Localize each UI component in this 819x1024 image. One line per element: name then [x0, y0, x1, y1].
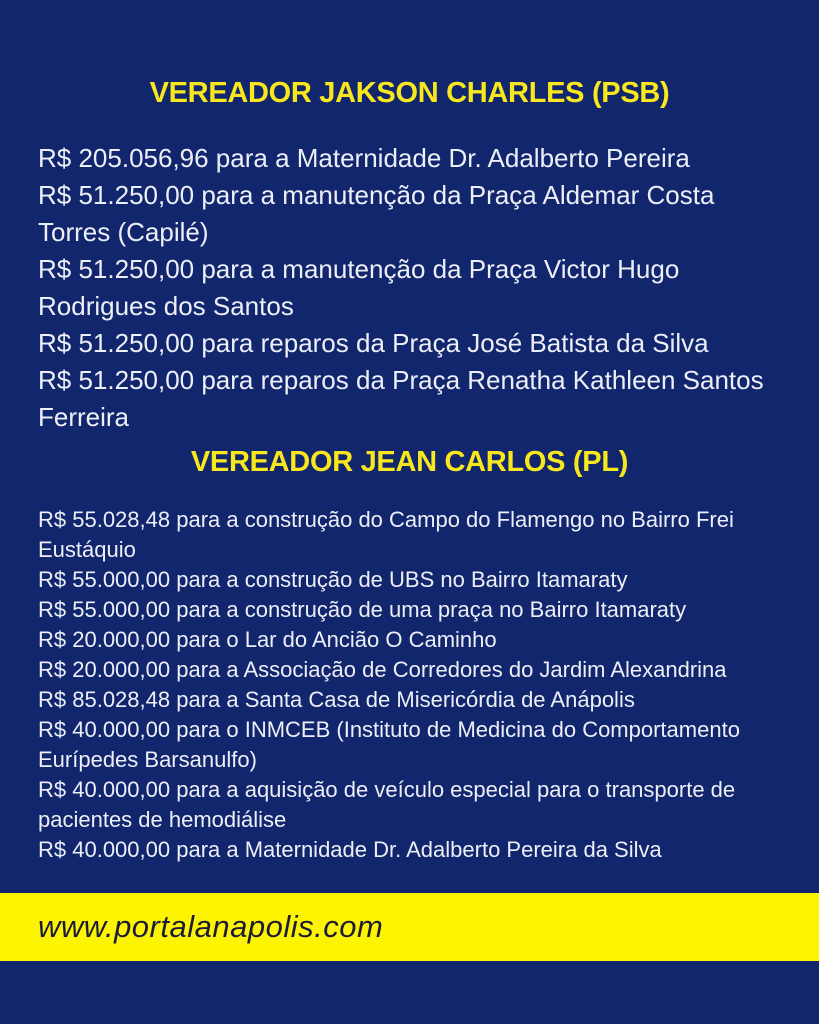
allocation-item: R$ 51.250,00 para reparos da Praça José Batista da Silva [38, 328, 709, 358]
allocation-item: R$ 40.000,00 para a Maternidade Dr. Adalberto Pereira da Silva [38, 837, 662, 862]
allocation-item: R$ 55.000,00 para a construção de uma praça no Bairro Itamaraty [38, 597, 687, 622]
section-title-jean-carlos: VEREADOR JEAN CARLOS (PL) [190, 446, 629, 478]
allocations-jean-carlos [38, 505, 783, 865]
website-url: www.portalanapolis.com [38, 909, 384, 944]
allocation-item: R$ 51.250,00 para a manutenção da Praça Aldemar Costa Torres (Capilé) [38, 180, 715, 247]
allocation-item: R$ 205.056,96 para a Maternidade Dr. Adalberto Pereira [38, 143, 690, 173]
allocation-item: R$ 55.000,00 para a construção de UBS no Bairro Itamaraty [38, 567, 628, 592]
footer-band [0, 893, 819, 961]
allocation-item: R$ 51.250,00 para a manutenção da Praça Victor Hugo Rodrigues dos Santos [38, 254, 680, 321]
allocation-item: R$ 40.000,00 para o INMCEB (Instituto de Medicina do Comportamento Eurípedes Barsanulfo) [38, 717, 740, 772]
allocation-item: R$ 40.000,00 para a aquisição de veículo especial para o transporte de pacientes de hemodiálise [38, 777, 736, 832]
allocation-item: R$ 55.028,48 para a construção do Campo do Flamengo no Bairro Frei Eustáquio [38, 507, 734, 562]
section-title-jakson-charles: VEREADOR JAKSON CHARLES (PSB) [149, 77, 670, 109]
allocation-item: R$ 51.250,00 para reparos da Praça Renatha Kathleen Santos Ferreira [38, 365, 764, 432]
allocation-item: R$ 20.000,00 para o Lar do Ancião O Caminho [38, 627, 497, 652]
allocation-item: R$ 20.000,00 para a Associação de Corredores do Jardim Alexandrina [38, 657, 727, 682]
allocation-item: R$ 85.028,48 para a Santa Casa de Misericórdia de Anápolis [38, 687, 635, 712]
allocations-jakson-charles [38, 140, 781, 436]
